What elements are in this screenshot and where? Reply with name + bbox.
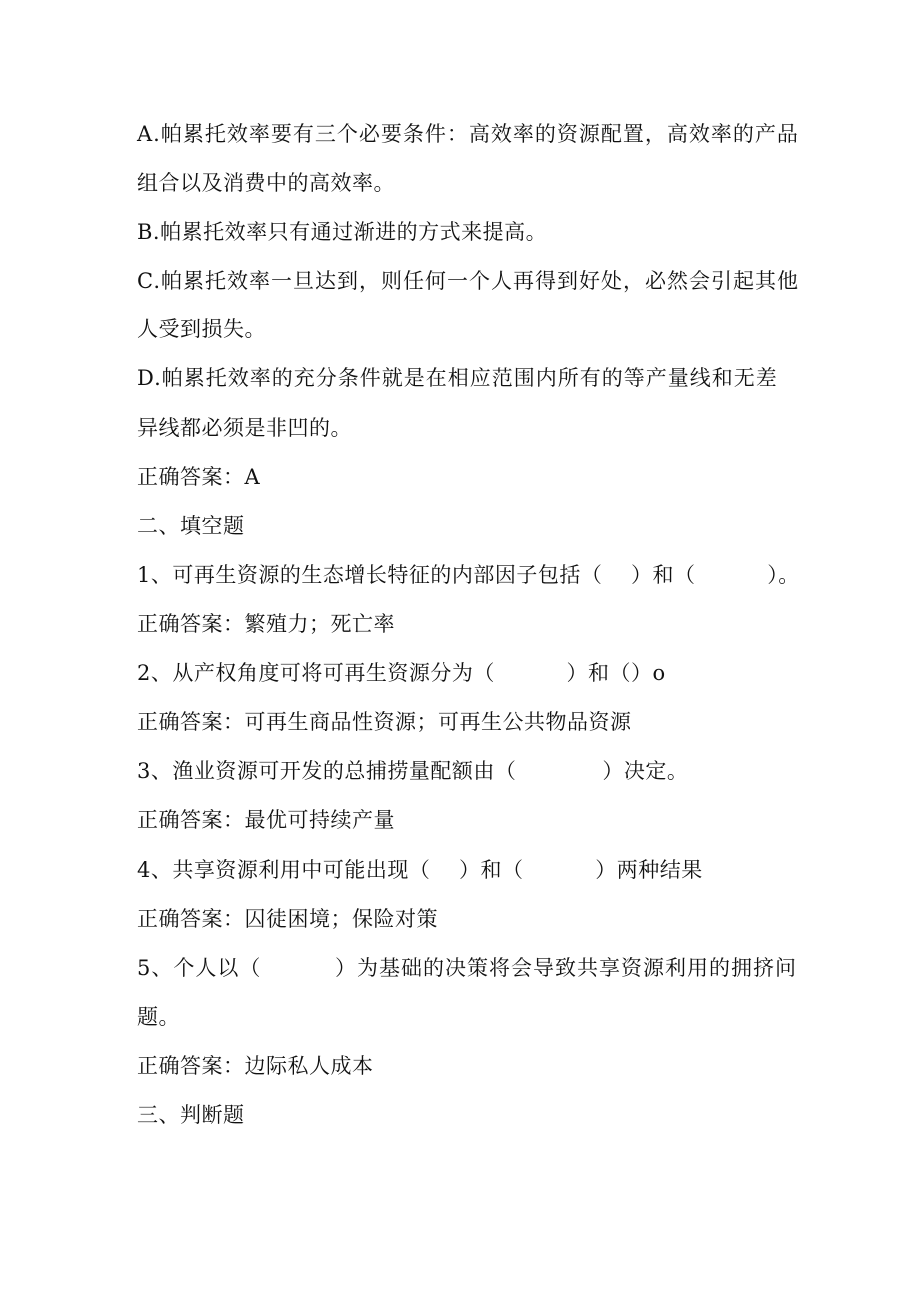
option-d-line-1: D.帕累托效率的充分条件就是在相应范围内所有的等产量线和无差: [137, 366, 778, 390]
option-d-line-2: 异线都必须是非凹的。: [137, 416, 352, 440]
option-b-line: B.帕累托效率只有通过渐进的方式来提高。: [137, 220, 548, 244]
answer-2: 正确答案：可再生商品性资源；可再生公共物品资源: [137, 710, 632, 734]
answer-1: 正确答案：繁殖力；死亡率: [137, 612, 395, 636]
option-c-line-2: 人受到损失。: [137, 317, 266, 341]
answer-4: 正确答案：囚徒困境；保险对策: [137, 907, 438, 931]
question-2: 2、从产权角度可将可再生资源分为（ ）和（）o: [137, 661, 666, 685]
answer-3: 正确答案：最优可持续产量: [137, 808, 395, 832]
answer-line: 正确答案：A: [137, 465, 261, 489]
question-1: 1、可再生资源的生态增长特征的内部因子包括（ ）和（ ）。: [137, 563, 800, 587]
question-5-line-2: 题。: [137, 1005, 180, 1029]
question-3: 3、渔业资源可开发的总捕捞量配额由（ ）决定。: [137, 759, 689, 783]
question-5-line-1: 5、个人以（ ）为基础的决策将会导致共享资源利用的拥挤问: [137, 956, 798, 980]
option-a-line-2: 组合以及消费中的高效率。: [137, 171, 395, 195]
option-a-line-1: A.帕累托效率要有三个必要条件：高效率的资源配置，高效率的产品: [137, 122, 799, 146]
option-c-line-1: C.帕累托效率一旦达到，则任何一个人再得到好处，必然会引起其他: [137, 269, 799, 293]
question-4: 4、共享资源利用中可能出现（ ）和（ ）两种结果: [137, 858, 703, 882]
section-heading-true-false: 三、判断题: [137, 1103, 245, 1127]
answer-5: 正确答案：边际私人成本: [137, 1054, 374, 1078]
section-heading-fill-in: 二、填空题: [137, 514, 245, 538]
